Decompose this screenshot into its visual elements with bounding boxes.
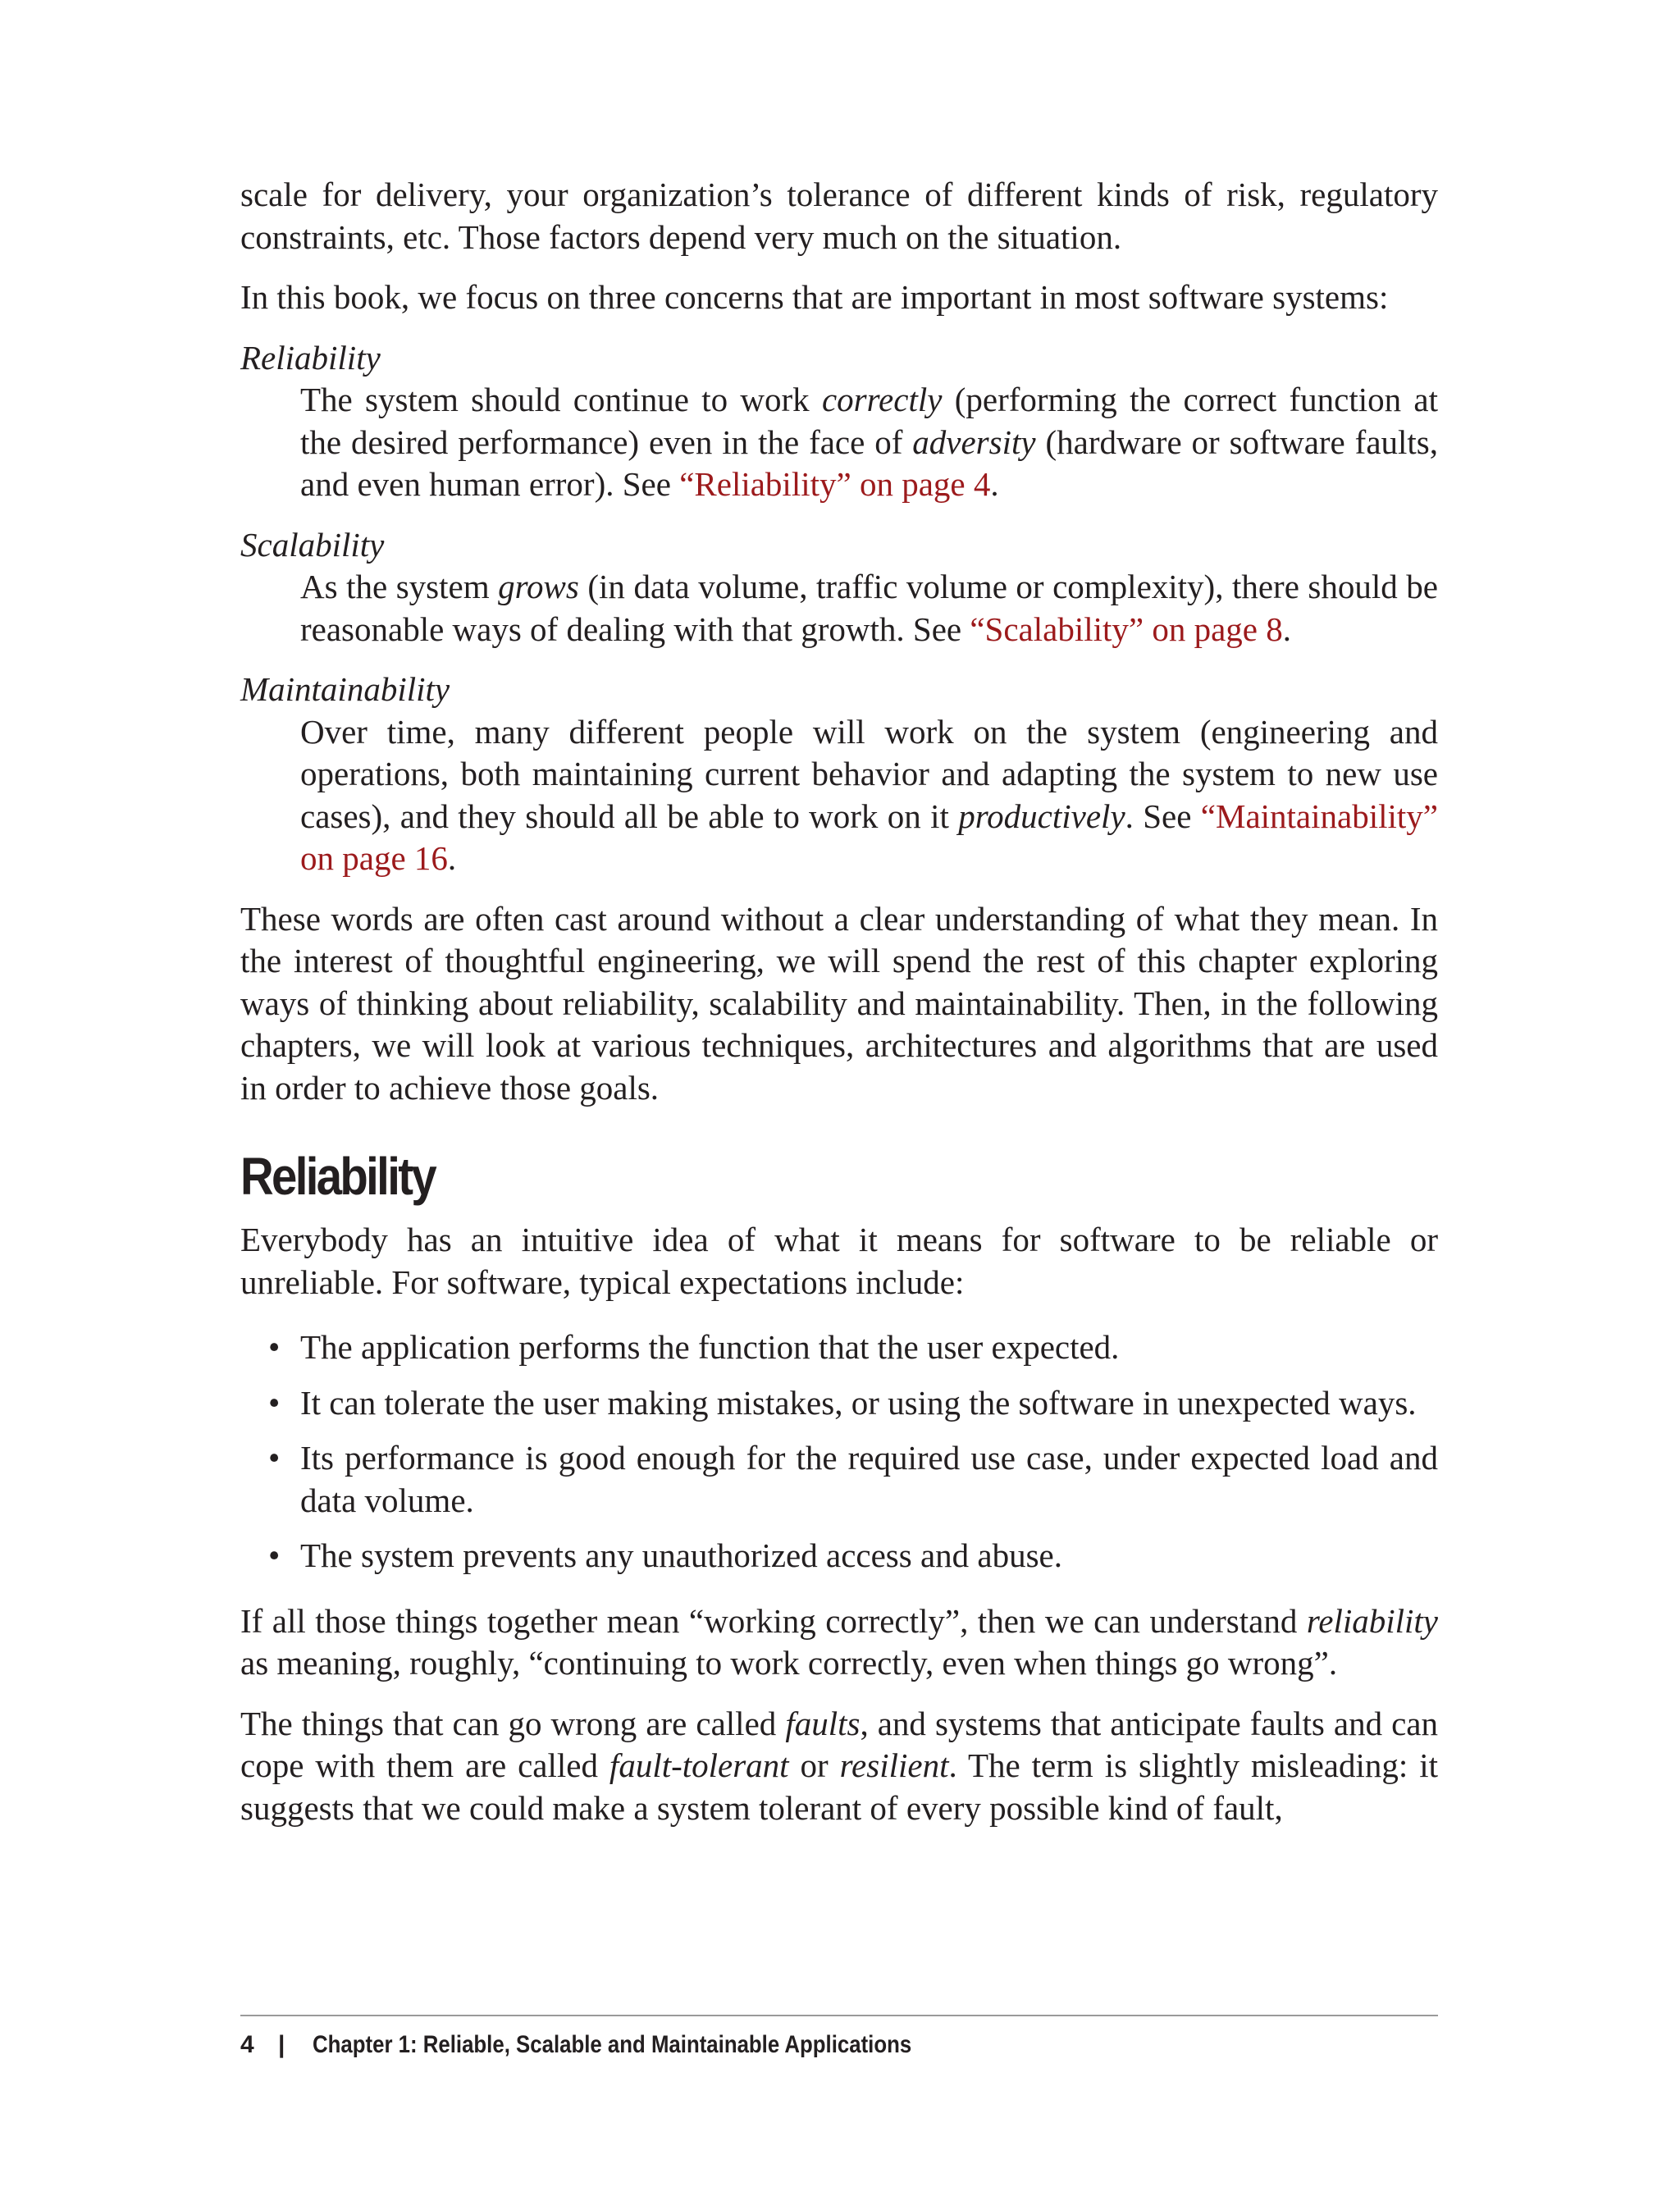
bullet-icon: • [268,1439,281,1477]
expectations-list [240,1326,1438,1577]
paragraph-intuitive-idea: Everybody has an intuitive idea of what it means for software to be reliable or unreliable. For software, typical expectations include: [240,1221,1438,1301]
list-item: • The application performs the function that the user expected. [240,1326,1438,1369]
bullet-icon: • [268,1383,281,1422]
definition-maintainability [240,669,1438,880]
definition-scalability [240,524,1438,651]
list-item: • The system prevents any unauthorized access and abuse. [240,1535,1438,1577]
definition-text-maintainability: Over time, many different people will work on the system (engineering and operations, both maintaining current behavior and adapting the system to new use cases), and they should all be able to work on it productively. See “Maintainability” on page 16. [300,712,1438,877]
list-item: • It can tolerate the user making mistakes, or using the software in unexpected ways. [240,1382,1438,1425]
link-scalability-page-8[interactable]: “Scalability” on page 8 [970,609,1283,648]
page-number: 4 [240,2031,254,2058]
paragraph-faults: The things that can go wrong are called faults, and systems that anticipate faults and can cope with them are called fault-tolerant or resilient. The term is slightly misleading: it suggests that we could make a system tolerant of every possible kind of fault, [240,1704,1438,1827]
link-reliability-page-4[interactable]: “Reliability” on page 4 [679,465,991,503]
footer-row [240,2031,1438,2059]
bullet-icon: • [268,1536,281,1574]
paragraph-intro-continued: scale for delivery, your organization’s tolerance of different kinds of risk, regulatory constraints, etc. Those factors depend very much on the situation. [240,176,1438,256]
term-reliability: Reliability [240,338,381,377]
section-heading-reliability: Reliability [240,1147,435,1206]
bullet-icon: • [268,1328,281,1366]
page-footer [240,2015,1438,2059]
link-maintainability-page-16[interactable]: “Maintainability” on page 16 [300,797,1438,877]
running-chapter-title: Chapter 1: Reliable, Scalable and Maintainable Applications [313,2031,912,2058]
definition-reliability [240,337,1438,506]
paragraph-three-concerns: In this book, we focus on three concerns that are important in most software systems: [240,278,1389,316]
paragraph-working-correctly: If all those things together mean “working correctly”, then we can understand reliability as meaning, roughly, “continuing to work correctly, even when things go wrong”. [240,1601,1438,1682]
list-item: • Its performance is good enough for the required use case, under expected load and data volume. [268,1439,1438,1519]
definition-text-scalability: As the system grows (in data volume, traffic volume or complexity), there should be reasonable ways of dealing with that growth. See “Scalability” on page 8. [300,568,1438,648]
page-content [240,174,1438,1847]
term-maintainability: Maintainability [240,670,450,708]
paragraph-words-cast-around: These words are often cast around without a clear understanding of what they mean. In the interest of thoughtful engineering, we will spend the rest of this chapter exploring ways of thinking about reliability, scalability and maintainability. Then, in the following chapters, we will look at various techniques, architectures and algorithms that are used in order to achieve those goals. [240,899,1438,1107]
term-scalability: Scalability [240,525,385,564]
definition-text-reliability: The system should continue to work correctly (performing the correct function at the desired performance) even in the face of adversity (hardware or software faults, and even human error). See “Reliability” on page 4. [300,381,1439,503]
footer-separator: | [278,2031,285,2058]
